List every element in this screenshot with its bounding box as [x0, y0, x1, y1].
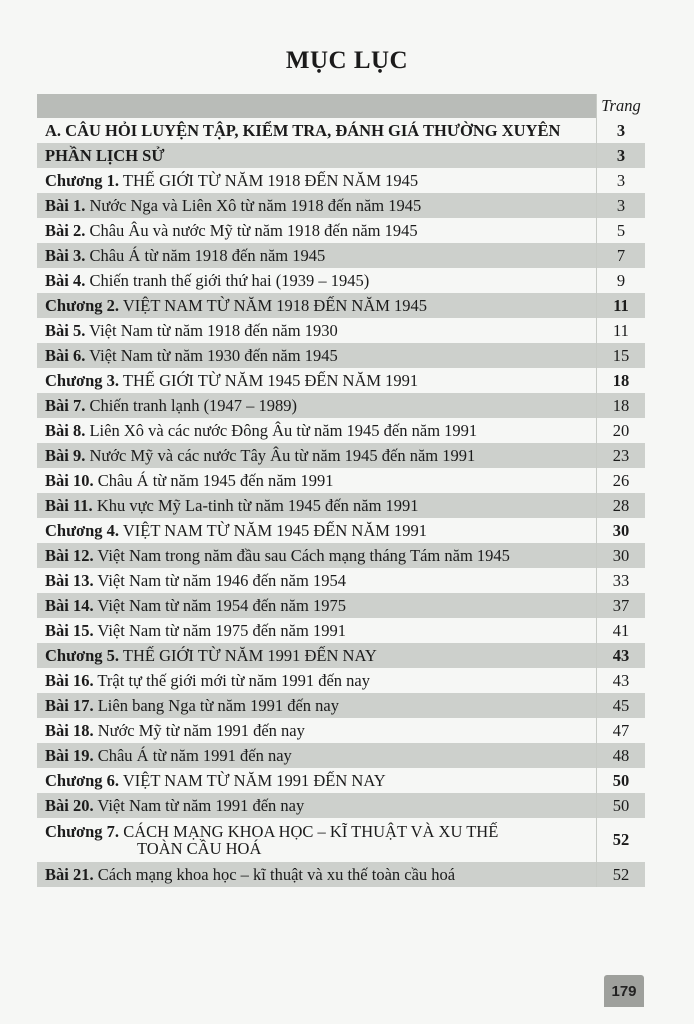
toc-entry-title: Liên Xô và các nước Đông Âu từ năm 1945 đến năm 1991 [89, 420, 478, 440]
toc-row [37, 718, 645, 743]
toc-entry-prefix: Bài 20. [45, 795, 94, 815]
toc-entry-prefix: Bài 11. [45, 495, 93, 515]
toc-entry [37, 718, 597, 743]
toc-row [37, 862, 645, 887]
toc-entry-prefix: Bài 19. [45, 745, 94, 765]
toc-entry-page: 18 [612, 370, 630, 390]
toc-entry-title: THẾ GIỚI TỪ NĂM 1991 ĐẾN NAY [122, 645, 377, 665]
toc-entry-page: 23 [597, 443, 646, 468]
toc-entry-title: Việt Nam từ năm 1954 đến năm 1975 [97, 595, 346, 615]
toc-entry-prefix: Bài 5. [45, 320, 86, 340]
toc-row [37, 593, 645, 618]
toc-entry-prefix: Chương 5. [45, 645, 120, 665]
toc-row [37, 818, 645, 862]
toc-entry [37, 593, 597, 618]
toc-row [37, 268, 645, 293]
toc-entry-title: Khu vực Mỹ La-tinh từ năm 1945 đến năm 1991 [96, 495, 419, 515]
toc-entry-prefix: Bài 14. [45, 595, 94, 615]
toc-row [37, 293, 645, 318]
toc-entry-title: THẾ GIỚI TỪ NĂM 1918 ĐẾN NĂM 1945 [122, 170, 419, 190]
toc-entry-title: Việt Nam từ năm 1991 đến nay [97, 795, 305, 815]
toc-entry [37, 518, 597, 543]
toc-row [37, 368, 645, 393]
toc-row [37, 118, 645, 143]
toc-entry [37, 293, 597, 318]
toc-entry-page: 33 [612, 570, 630, 590]
toc-entry [37, 443, 597, 468]
toc-entry [37, 818, 597, 862]
toc-entry [37, 643, 597, 668]
toc-entry [37, 862, 597, 887]
toc-entry [37, 268, 597, 293]
toc-entry-title: Việt Nam từ năm 1918 đến năm 1930 [89, 320, 338, 340]
toc-entry [37, 193, 597, 218]
page-column-header: Trang [597, 94, 646, 118]
toc-entry-prefix: Bài 1. [45, 195, 86, 215]
toc-entry-title-continued: TOÀN CẦU HOÁ [137, 839, 262, 858]
toc-row [37, 793, 645, 818]
toc-entry-prefix: Bài 10. [45, 470, 94, 490]
toc-entry-title: Châu Á từ năm 1945 đến năm 1991 [97, 470, 334, 490]
toc-entry [37, 468, 597, 493]
toc-entry-title: Cách mạng khoa học – kĩ thuật và xu thế toàn cầu hoá [97, 864, 456, 884]
toc-entry [37, 793, 597, 818]
toc-row [37, 468, 645, 493]
toc-entry-prefix: Bài 6. [45, 345, 86, 365]
toc-entry-title: Chiến tranh thế giới thứ hai (1939 – 1945) [89, 270, 370, 290]
toc-entry-title: VIỆT NAM TỪ NĂM 1918 ĐẾN NĂM 1945 [122, 295, 428, 315]
toc-entry-prefix: Bài 4. [45, 270, 86, 290]
toc-entry-title: Châu Á từ năm 1991 đến nay [97, 745, 292, 765]
toc-entry-prefix: Bài 21. [45, 864, 94, 884]
toc-entry [37, 318, 597, 343]
toc-header-row [37, 94, 645, 118]
toc-row [37, 618, 645, 643]
toc-entry [37, 568, 597, 593]
toc-entry-prefix: Bài 15. [45, 620, 94, 640]
toc-entry-title: PHẦN LỊCH SỬ [37, 143, 597, 168]
toc-entry [37, 768, 597, 793]
toc-entry [37, 343, 597, 368]
toc-entry-page: 3 [616, 170, 626, 190]
toc-entry-page: 48 [597, 743, 646, 768]
toc-row [37, 318, 645, 343]
toc-entry [37, 368, 597, 393]
toc-entry [37, 218, 597, 243]
toc-entry [37, 668, 597, 693]
toc-entry-page: 30 [597, 543, 646, 568]
toc-entry-page: 11 [613, 320, 629, 340]
toc-entry-title: Chiến tranh lạnh (1947 – 1989) [89, 395, 298, 415]
toc-entry-page: 47 [612, 720, 630, 740]
toc-entry-prefix: Chương 6. [45, 770, 120, 790]
toc-entry-prefix: Bài 17. [45, 695, 94, 715]
toc-entry-page: 52 [612, 830, 630, 849]
toc-entry-page: 11 [597, 293, 646, 318]
toc-entry-page: 50 [597, 793, 646, 818]
toc-entry-page: 9 [616, 270, 626, 290]
toc-entry-page: 37 [597, 593, 646, 618]
toc-entry [37, 693, 597, 718]
toc-entry-title: Việt Nam từ năm 1930 đến năm 1945 [89, 345, 338, 365]
toc-entry-title: Liên bang Nga từ năm 1991 đến nay [97, 695, 339, 715]
page-title: MỤC LỤC [285, 47, 409, 74]
toc-entry-title: Châu Á từ năm 1918 đến năm 1945 [89, 245, 326, 265]
toc-entry-prefix: Bài 3. [45, 245, 86, 265]
toc-row [37, 768, 645, 793]
toc-entry-page: 52 [597, 862, 646, 887]
toc-entry-page: 18 [597, 393, 646, 418]
toc-entry-title: Việt Nam từ năm 1975 đến năm 1991 [97, 620, 346, 640]
toc-entry [37, 393, 597, 418]
toc-row [37, 143, 645, 168]
toc-entry [37, 493, 597, 518]
toc-entry-page: 43 [612, 670, 630, 690]
toc-entry-title: Nước Mỹ từ năm 1991 đến nay [97, 720, 305, 740]
toc-entry-page: 15 [597, 343, 646, 368]
toc-row [37, 743, 645, 768]
toc-entry-page: 41 [612, 620, 630, 640]
toc-entry-title: Việt Nam từ năm 1946 đến năm 1954 [97, 570, 346, 590]
toc-entry-prefix: Bài 7. [45, 395, 86, 415]
toc-entry-title: Châu Âu và nước Mỹ từ năm 1918 đến năm 1945 [89, 220, 418, 240]
toc-entry-title: Việt Nam trong năm đầu sau Cách mạng tháng Tám năm 1945 [97, 545, 510, 565]
toc-entry-page: 43 [597, 643, 646, 668]
toc-row [37, 243, 645, 268]
toc-entry-prefix: Bài 16. [45, 670, 94, 690]
toc-row [37, 493, 645, 518]
toc-row [37, 218, 645, 243]
toc-row [37, 443, 645, 468]
toc-entry-prefix: Chương 2. [45, 295, 120, 315]
header-blank-cell [37, 94, 597, 118]
toc-entry-page: 50 [612, 770, 630, 790]
toc-entry-title: Nước Mỹ và các nước Tây Âu từ năm 1945 đến năm 1991 [89, 445, 476, 465]
toc-entry-page: 26 [612, 470, 630, 490]
toc-entry [37, 418, 597, 443]
toc-entry-prefix: Chương 7. [45, 822, 120, 841]
toc-entry-prefix: Chương 1. [45, 170, 120, 190]
toc-entry [37, 168, 597, 193]
toc-entry-prefix: Bài 8. [45, 420, 86, 440]
toc-entry-title: A. CÂU HỎI LUYỆN TẬP, KIỂM TRA, ĐÁNH GIÁ THƯỜNG XUYÊN [37, 118, 597, 143]
toc-entry-page: 5 [616, 220, 626, 240]
toc-entry-page: 28 [597, 493, 646, 518]
toc-entry-page: 3 [597, 143, 646, 168]
toc-entry [37, 543, 597, 568]
toc-entry-prefix: Chương 4. [45, 520, 120, 540]
toc-row [37, 568, 645, 593]
toc-entry-page: 3 [616, 120, 626, 140]
toc-entry-page: 45 [597, 693, 646, 718]
toc-entry-title: Nước Nga và Liên Xô từ năm 1918 đến năm 1945 [89, 195, 422, 215]
toc-row [37, 393, 645, 418]
toc-entry-title: CÁCH MẠNG KHOA HỌC – KĨ THUẬT VÀ XU THẾ [123, 822, 499, 841]
toc-entry-prefix: Bài 13. [45, 570, 94, 590]
toc-row [37, 643, 645, 668]
toc-entry [37, 618, 597, 643]
toc-entry [37, 743, 597, 768]
toc-row [37, 343, 645, 368]
toc-row [37, 668, 645, 693]
toc-row [37, 168, 645, 193]
page-number: 179 [604, 975, 644, 1007]
toc-entry [37, 243, 597, 268]
toc-row [37, 693, 645, 718]
table-of-contents [37, 94, 645, 887]
toc-row [37, 418, 645, 443]
toc-entry-prefix: Chương 3. [45, 370, 120, 390]
toc-entry-prefix: Bài 2. [45, 220, 86, 240]
toc-row [37, 543, 645, 568]
toc-entry-prefix: Bài 12. [45, 545, 94, 565]
toc-entry-page: 3 [597, 193, 646, 218]
toc-entry-title: Trật tự thế giới mới từ năm 1991 đến nay [97, 670, 371, 690]
toc-entry-title: VIỆT NAM TỪ NĂM 1945 ĐẾN NĂM 1991 [122, 520, 428, 540]
toc-entry-prefix: Bài 18. [45, 720, 94, 740]
toc-entry-page: 7 [597, 243, 646, 268]
toc-entry-page: 30 [612, 520, 630, 540]
toc-entry-title: VIỆT NAM TỪ NĂM 1991 ĐẾN NAY [122, 770, 386, 790]
toc-row [37, 518, 645, 543]
toc-entry-page: 20 [612, 420, 630, 440]
toc-entry-prefix: Bài 9. [45, 445, 86, 465]
toc-row [37, 193, 645, 218]
toc-entry-title: THẾ GIỚI TỪ NĂM 1945 ĐẾN NĂM 1991 [122, 370, 419, 390]
